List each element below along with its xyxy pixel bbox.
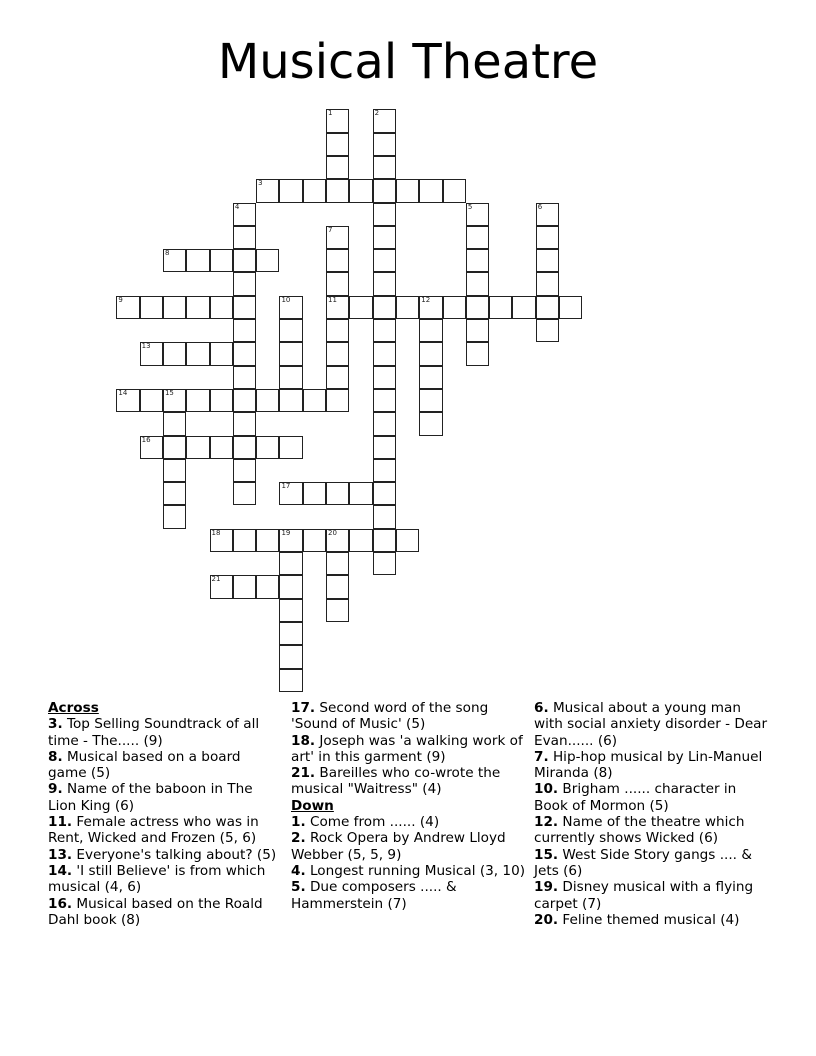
grid-cell[interactable] <box>396 179 419 202</box>
clue-item <box>48 863 283 896</box>
grid-cell[interactable] <box>163 296 186 319</box>
clue-number: 19 <box>281 528 291 537</box>
clue-item <box>48 781 283 814</box>
grid-cell[interactable] <box>349 179 372 202</box>
grid-cell[interactable] <box>419 179 442 202</box>
grid-cell[interactable] <box>279 645 302 668</box>
grid-cell[interactable] <box>279 296 302 319</box>
grid-cell[interactable] <box>443 179 466 202</box>
grid-cell[interactable] <box>349 296 372 319</box>
grid-cell[interactable] <box>536 226 559 249</box>
clue-number: 6 <box>537 202 543 211</box>
clue-number-label: 17. <box>291 700 316 716</box>
grid-cell[interactable] <box>326 272 349 295</box>
grid-cell[interactable] <box>163 249 186 272</box>
page-title: Musical Theatre <box>217 34 599 90</box>
clue-number: 5 <box>467 202 473 211</box>
grid-cell[interactable] <box>373 342 396 365</box>
grid-cell[interactable] <box>210 249 233 272</box>
clue-text: Name of the theatre which currently shows Wicked (6) <box>534 814 745 847</box>
grid-cell[interactable] <box>373 459 396 482</box>
grid-cell[interactable] <box>233 226 256 249</box>
grid-cell[interactable] <box>466 226 489 249</box>
grid-cell[interactable] <box>326 366 349 389</box>
grid-cell[interactable] <box>373 412 396 435</box>
grid-cell[interactable] <box>163 412 186 435</box>
grid-cell[interactable] <box>256 575 279 598</box>
grid-cell[interactable] <box>396 529 419 552</box>
grid-cell[interactable] <box>466 203 489 226</box>
clue-number-label: 16. <box>48 895 73 912</box>
clue-text: Bareilles who co-wrote the musical "Waitress" (4) <box>291 765 501 798</box>
clue-item <box>534 814 774 847</box>
grid-cell[interactable] <box>466 272 489 295</box>
grid-cell[interactable] <box>186 436 209 459</box>
grid-cell[interactable] <box>536 249 559 272</box>
grid-cell[interactable] <box>279 482 302 505</box>
clue-number: 3 <box>258 179 263 188</box>
grid-cell[interactable] <box>116 389 139 412</box>
grid-cell[interactable] <box>256 179 279 202</box>
grid-cell[interactable] <box>326 226 349 249</box>
grid-cell[interactable] <box>326 156 349 179</box>
grid-cell[interactable] <box>210 342 233 365</box>
grid-cell[interactable] <box>326 319 349 342</box>
grid-cell[interactable] <box>373 296 396 319</box>
grid-cell[interactable] <box>419 296 442 319</box>
clue-text: Musical based on a board game (5) <box>48 748 241 782</box>
clue-number-label: 9. <box>48 781 63 798</box>
grid-cell[interactable] <box>512 296 535 319</box>
clue-number-label: 8. <box>48 748 63 765</box>
grid-cell[interactable] <box>373 319 396 342</box>
clue-item <box>291 863 531 879</box>
grid-cell[interactable] <box>210 296 233 319</box>
clue-number: 15 <box>164 388 174 397</box>
clue-text: Joseph was 'a walking work of art' in this garment (9) <box>291 732 523 765</box>
clue-item <box>291 765 531 798</box>
grid-cell[interactable] <box>116 296 139 319</box>
grid-cell[interactable] <box>279 575 302 598</box>
clue-text: Musical based on the Roald Dahl book (8) <box>48 895 263 928</box>
grid-cell[interactable] <box>163 436 186 459</box>
grid-cell[interactable] <box>419 389 442 412</box>
grid-cell[interactable] <box>326 249 349 272</box>
grid-cell[interactable] <box>233 575 256 598</box>
clues-column-3 <box>534 700 774 928</box>
grid-cell[interactable] <box>419 366 442 389</box>
clue-number: 21 <box>211 575 221 584</box>
grid-cell[interactable] <box>326 179 349 202</box>
crossword-grid <box>117 110 816 710</box>
clue-number-label: 20. <box>534 911 559 928</box>
clue-number-label: 14. <box>48 862 73 879</box>
clue-text: Female actress who was in Rent, Wicked and Frozen (5, 6) <box>48 814 259 847</box>
clue-item <box>291 830 531 863</box>
clue-text: Hip-hop musical by Lin-Manuel Miranda (8) <box>534 748 763 782</box>
grid-cell[interactable] <box>536 203 559 226</box>
clue-item <box>48 716 283 749</box>
grid-cell[interactable] <box>163 482 186 505</box>
grid-cell[interactable] <box>373 179 396 202</box>
grid-cell[interactable] <box>186 249 209 272</box>
clue-item <box>291 814 531 830</box>
grid-cell[interactable] <box>279 669 302 692</box>
grid-cell[interactable] <box>233 436 256 459</box>
clue-item <box>291 700 531 733</box>
clue-item <box>48 896 283 929</box>
grid-cell[interactable] <box>279 529 302 552</box>
grid-cell[interactable] <box>373 249 396 272</box>
grid-cell[interactable] <box>559 296 582 319</box>
clue-number: 17 <box>281 482 291 491</box>
clue-item <box>291 879 531 912</box>
grid-cell[interactable] <box>326 575 349 598</box>
clue-item <box>534 749 774 782</box>
clue-item <box>48 749 283 782</box>
clues-column-2 <box>291 700 531 912</box>
grid-cell[interactable] <box>466 249 489 272</box>
grid-cell[interactable] <box>210 389 233 412</box>
grid-cell[interactable] <box>373 505 396 528</box>
grid-cell[interactable] <box>233 366 256 389</box>
grid-cell[interactable] <box>373 482 396 505</box>
clue-number-label: 19. <box>534 879 559 896</box>
clue-item <box>534 847 774 880</box>
clue-number-label: 13. <box>48 846 73 863</box>
grid-cell[interactable] <box>279 389 302 412</box>
across-heading: Across <box>48 700 99 716</box>
grid-cell[interactable] <box>373 156 396 179</box>
clue-text: Longest running Musical (3, 10) <box>305 862 526 879</box>
grid-cell[interactable] <box>140 342 163 365</box>
grid-cell[interactable] <box>373 529 396 552</box>
grid-cell[interactable] <box>233 296 256 319</box>
grid-cell[interactable] <box>140 389 163 412</box>
clue-text: Feline themed musical (4) <box>558 911 740 928</box>
grid-cell[interactable] <box>279 436 302 459</box>
grid-cell[interactable] <box>326 342 349 365</box>
grid-cell[interactable] <box>373 203 396 226</box>
clue-number-label: 18. <box>291 732 316 749</box>
across-clue-list <box>48 716 283 928</box>
grid-cell[interactable] <box>163 342 186 365</box>
grid-cell[interactable] <box>186 296 209 319</box>
clue-text: Rock Opera by Andrew Lloyd Webber (5, 5, 9) <box>291 830 506 863</box>
grid-cell[interactable] <box>303 482 326 505</box>
grid-cell[interactable] <box>373 272 396 295</box>
grid-cell[interactable] <box>373 552 396 575</box>
clue-number-label: 4. <box>291 862 306 879</box>
grid-cell[interactable] <box>256 529 279 552</box>
grid-cell[interactable] <box>419 412 442 435</box>
clue-number-label: 7. <box>534 748 549 765</box>
clue-number-label: 11. <box>48 814 73 831</box>
clue-number: 20 <box>328 528 337 537</box>
clue-number-label: 6. <box>534 700 549 716</box>
clue-item <box>534 912 774 928</box>
clue-text: Second word of the song 'Sound of Music' (5) <box>291 700 489 733</box>
grid-cell[interactable] <box>373 109 396 132</box>
grid-cell[interactable] <box>349 482 372 505</box>
clue-text: Musical about a young man with social anxiety disorder - Dear Evan...... (6) <box>534 700 768 749</box>
grid-cell[interactable] <box>303 179 326 202</box>
clue-number: 9 <box>118 295 123 304</box>
clue-text: Everyone's talking about? (5) <box>72 846 277 863</box>
clue-text: Disney musical with a flying carpet (7) <box>534 879 754 912</box>
grid-cell[interactable] <box>326 552 349 575</box>
grid-cell[interactable] <box>326 109 349 132</box>
grid-cell[interactable] <box>303 389 326 412</box>
clue-number-label: 15. <box>534 846 559 863</box>
grid-cell[interactable] <box>303 529 326 552</box>
clue-number-label: 5. <box>291 879 306 896</box>
clue-number: 8 <box>164 249 170 258</box>
grid-cell[interactable] <box>233 249 256 272</box>
grid-cell[interactable] <box>163 459 186 482</box>
grid-cell[interactable] <box>326 482 349 505</box>
grid-cell[interactable] <box>326 529 349 552</box>
grid-cell[interactable] <box>233 459 256 482</box>
grid-cell[interactable] <box>396 296 419 319</box>
clue-number: 16 <box>141 435 151 444</box>
grid-cell[interactable] <box>373 389 396 412</box>
clue-number: 13 <box>141 342 151 351</box>
down-clue-list-continued <box>534 700 774 928</box>
grid-cell[interactable] <box>233 389 256 412</box>
grid-cell[interactable] <box>536 296 559 319</box>
grid-cell[interactable] <box>210 575 233 598</box>
grid-cell[interactable] <box>443 296 466 319</box>
grid-cell[interactable] <box>419 319 442 342</box>
grid-cell[interactable] <box>279 552 302 575</box>
clue-item <box>48 814 283 847</box>
grid-cell[interactable] <box>233 412 256 435</box>
clue-number: 11 <box>328 295 337 304</box>
clue-item <box>534 781 774 814</box>
grid-cell[interactable] <box>279 342 302 365</box>
clue-text: Brigham ...... character in Book of Mormon (5) <box>534 781 737 814</box>
clue-text: West Side Story gangs .... & Jets (6) <box>534 846 752 879</box>
clue-number-label: 1. <box>291 814 306 831</box>
grid-cell[interactable] <box>256 249 279 272</box>
grid-cell[interactable] <box>233 482 256 505</box>
clue-text: Come from ...... (4) <box>305 814 440 831</box>
grid-cell[interactable] <box>326 599 349 622</box>
grid-cell[interactable] <box>163 389 186 412</box>
grid-cell[interactable] <box>140 436 163 459</box>
clue-text: Due composers ..... & Hammerstein (7) <box>291 879 457 912</box>
grid-cell[interactable] <box>279 179 302 202</box>
clue-number: 1 <box>328 109 333 118</box>
grid-cell[interactable] <box>279 599 302 622</box>
clue-text: 'I still Believe' is from which musical (4, 6) <box>48 862 266 896</box>
clue-number: 4 <box>234 202 240 211</box>
grid-cell[interactable] <box>186 342 209 365</box>
clue-number: 14 <box>118 388 128 397</box>
grid-cell[interactable] <box>163 505 186 528</box>
grid-cell[interactable] <box>210 529 233 552</box>
grid-cell[interactable] <box>256 436 279 459</box>
grid-cell[interactable] <box>233 319 256 342</box>
grid-cell[interactable] <box>466 296 489 319</box>
grid-cell[interactable] <box>536 319 559 342</box>
grid-cell[interactable] <box>279 366 302 389</box>
clue-number-label: 12. <box>534 814 559 831</box>
clue-number: 10 <box>281 295 291 304</box>
grid-cell[interactable] <box>279 319 302 342</box>
grid-cell[interactable] <box>233 529 256 552</box>
clue-number-label: 3. <box>48 716 63 733</box>
grid-cell[interactable] <box>536 272 559 295</box>
down-heading: Down <box>291 797 334 814</box>
grid-cell[interactable] <box>373 226 396 249</box>
grid-cell[interactable] <box>326 389 349 412</box>
grid-cell[interactable] <box>373 436 396 459</box>
clue-number: 18 <box>211 528 221 537</box>
grid-cell[interactable] <box>140 296 163 319</box>
clue-number: 2 <box>374 109 380 118</box>
across-clue-list-continued <box>291 700 531 798</box>
clue-item <box>534 879 774 912</box>
clue-number: 7 <box>328 225 333 234</box>
grid-cell[interactable] <box>279 622 302 645</box>
grid-cell[interactable] <box>233 342 256 365</box>
clue-number-label: 21. <box>291 765 316 782</box>
clue-item <box>534 700 774 749</box>
grid-cell[interactable] <box>466 342 489 365</box>
grid-cell[interactable] <box>373 133 396 156</box>
down-clue-list <box>291 814 531 912</box>
grid-cell[interactable] <box>419 342 442 365</box>
grid-cell[interactable] <box>373 366 396 389</box>
clue-number-label: 2. <box>291 830 306 847</box>
grid-cell[interactable] <box>489 296 512 319</box>
clue-text: Name of the baboon in The Lion King (6) <box>48 781 253 814</box>
grid-cell[interactable] <box>233 272 256 295</box>
grid-cell[interactable] <box>326 296 349 319</box>
clues-column-1 <box>48 700 283 928</box>
clue-item <box>291 733 531 766</box>
clue-item <box>48 847 283 863</box>
clue-text: Top Selling Soundtrack of all time - The..... (9) <box>48 716 260 749</box>
clue-number: 12 <box>421 295 431 304</box>
clue-number-label: 10. <box>534 781 559 798</box>
grid-cell[interactable] <box>210 436 233 459</box>
grid-cell[interactable] <box>186 389 209 412</box>
grid-cell[interactable] <box>466 319 489 342</box>
grid-cell[interactable] <box>256 389 279 412</box>
grid-cell[interactable] <box>326 133 349 156</box>
grid-cell[interactable] <box>233 203 256 226</box>
grid-cell[interactable] <box>349 529 372 552</box>
